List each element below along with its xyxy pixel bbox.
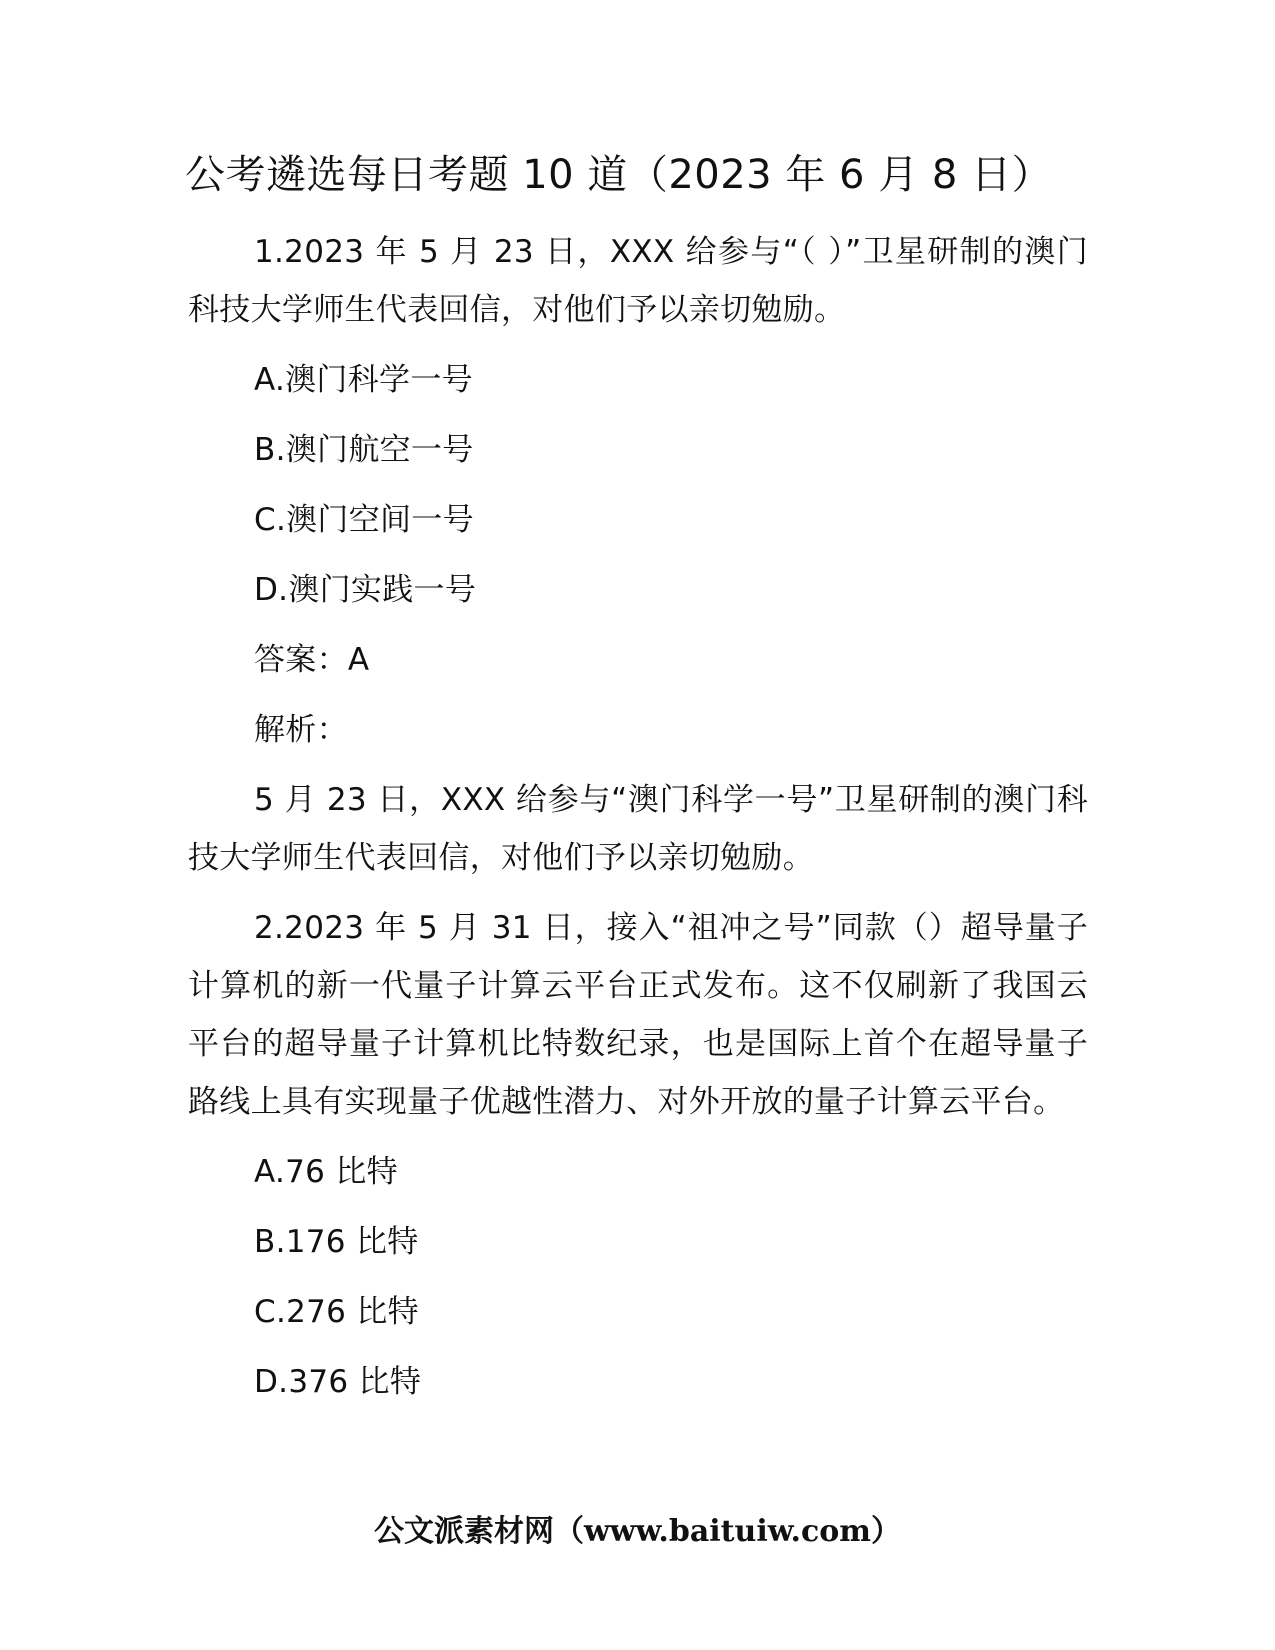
- question-1-option-a: A.澳门科学一号: [254, 362, 473, 398]
- question-2-option-c: C.276 比特: [254, 1294, 419, 1330]
- page-title: 公考遴选每日考题 10 道（2023 年 6 月 8 日）: [185, 152, 1053, 198]
- question-1-stem: 1.2023 年 5 月 23 日，XXX 给参与“（ ）”卫星研制的澳门科技大学师生代表回信，对他们予以亲切勉励。: [188, 234, 1088, 328]
- question-1-option-c: C.澳门空间一号: [254, 502, 474, 538]
- question-1-analysis-label: 解析：: [254, 712, 348, 748]
- document-body: [188, 223, 1088, 1423]
- question-1-option-b: B.澳门航空一号: [254, 432, 474, 468]
- question-1-answer: 答案：A: [254, 642, 370, 678]
- question-1-analysis: 5 月 23 日，XXX 给参与“澳门科学一号”卫星研制的澳门科技大学师生代表回信，对他们予以亲切勉励。: [188, 782, 1088, 876]
- question-2-option-d: D.376 比特: [254, 1364, 422, 1400]
- question-1-option-d: D.澳门实践一号: [254, 572, 477, 608]
- question-2-option-a: A.76 比特: [254, 1154, 398, 1190]
- question-2-stem: 2.2023 年 5 月 31 日，接入“祖冲之号”同款（）超导量子计算机的新一代量子计算云平台正式发布。这不仅刷新了我国云平台的超导量子计算机比特数纪录，也是国际上首个在超导量子路线上具有实现量子优越性潜力、对外开放的量子计算云平台。: [188, 910, 1088, 1120]
- question-2-option-b: B.176 比特: [254, 1224, 419, 1260]
- page-footer: 公文派素材网（www.baituiw.com）: [373, 1514, 902, 1549]
